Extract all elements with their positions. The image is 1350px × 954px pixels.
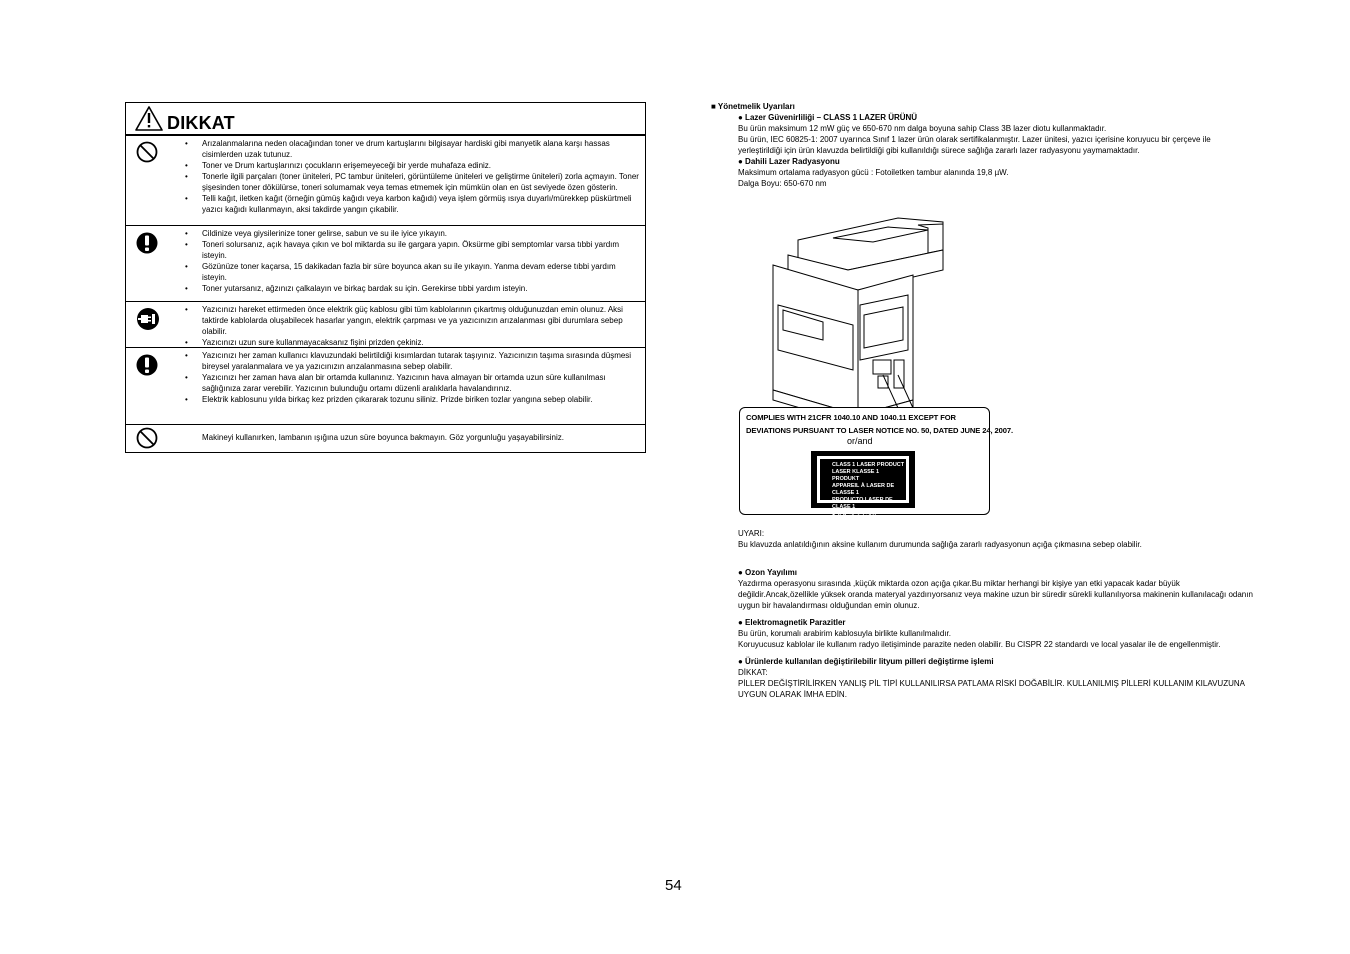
ozone-text: Yazdırma operasyonu sırasında ,küçük miktarda ozon açığa çıkar.Bu miktar herhangi bir kişiye yan etki yapacak kadar büyük değildir.Ancak,özellikle yüksek oranda materyal yazdırıyorsanız veya makine uzun bir süredir sürekli kullanılıyorsa makinenin kullanılacağı odanın uygun bir havalandırması olduğundan emin olunuz. [738, 579, 1253, 610]
mandatory-icon [136, 353, 158, 377]
warning-block [738, 528, 1258, 550]
caution-table [125, 102, 646, 453]
laser-label-box [739, 407, 1014, 517]
caution-item: • Toneri solursanız, açık havaya çıkın ve bol miktarda su ile gargara yapın. Öksürme gibi semptomlar varsa tıbbi yardım isteyin. [170, 239, 639, 261]
unplug-icon [136, 307, 160, 331]
caution-item: Makineyi kullanırken, lambanın ışığına uzun süre boyunca bakmayın. Göz yorgunluğu yaşayabilirsiniz. [202, 433, 564, 442]
laser-safety-text-2: Bu ürün, IEC 60825-1: 2007 uyarınca Sınıf 1 lazer ürün olarak sertifikalanmıştır. Lazer ünitesi, yazıcı içerisine koruyucu bir çerçeve ile yerleştirildiği için ürün klavuzda belirtildiği gibi kullanıldığı sürece sağlığa zararlı lazer radyasyonu yaymamaktadır. [738, 135, 1211, 155]
label-line-1: COMPLIES WITH 21CFR 1040.10 AND 1040.11 EXCEPT FOR [746, 413, 956, 422]
caution-row-3 [126, 301, 645, 347]
caution-row-2 [126, 225, 645, 301]
battery-title: ● Ürünlerde kullanılan değiştirilebilir lityum pilleri değiştirme işlemi [738, 657, 994, 666]
emi-text-2: Koruyucusuz kablolar ile kullanım radyo iletişiminde parazite neden olabilir. Bu CISPR 22 standardı ve local yasalar ile de engellenmiştir. [738, 640, 1221, 649]
caution-row-5 [126, 424, 645, 452]
caution-item: • Cildinize veya giysilerinize toner gelirse, sabun ve su ile iyice yıkayın. [170, 228, 639, 239]
caution-header [126, 103, 645, 135]
caution-item: • Telli kağıt, iletken kağıt (örneğin gümüş kağıdı veya karbon kağıdı) veya işlem görmüş ısıya duyarlı/mürekkep püskürtmeli yazıcı kağıdı kullanmayın, aksi takdirde yangın çıkabilir. [170, 193, 639, 215]
class-label-line: LASER KLASSE 1 PRODUKT [832, 469, 880, 482]
internal-radiation-text-2: Dalga Boyu: 650-670 nm [738, 179, 827, 188]
caution-row-4 [126, 347, 645, 424]
page-number: 54 [665, 877, 682, 894]
caution-item: • Yazıcınızı her zaman kullanıcı klavuzundaki belirtildiği kısımlardan tutarak taşıyınız. Yazıcınızın taşıma sırasında düşmesi bireysel yaralanmalara ve ya yazıcınızın arızalanmasına sebep olabilir. [170, 350, 639, 372]
caution-item: • Yazıcınızı uzun sure kullanmayacaksanız fişini prizden çekiniz. [170, 337, 639, 348]
caution-title: DIKKAT [167, 113, 235, 133]
internal-radiation-title: ● Dahili Lazer Radyasyonu [738, 157, 840, 166]
class-label-line: PRODUCTO LASER DE CLASE 1 [832, 497, 893, 510]
caution-item: • Elektrik kablosunu yılda birkaç kez prizden çıkararak tozunu siliniz. Prizde biriken tozlar yangına sebep olabilir. [170, 394, 639, 405]
caution-item: • Tonerle ilgili parçaları (toner üniteleri, PC tambur üniteleri, görüntüleme üniteleri ve geliştirme üniteleri) zorla açmayın. Toner şişesinden toner dökülürse, toneri solumamak veya temas etmemek için mümkün olan en üst seviyede özen gösterin. [170, 171, 639, 193]
caution-item: • Toner ve Drum kartuşlarınızı çocukların erişemeyeceği bir yerde muhafaza ediniz. [170, 160, 639, 171]
internal-radiation-text-1: Maksimum ortalama radyasyon gücü : Fotoiletken tambur alanında 19,8 µW. [738, 168, 1009, 177]
section-heading: ■ Yönetmelik Uyarıları [711, 102, 795, 111]
caution-item: • Toner yutarsanız, ağzınızı çalkalayın ve birkaç bardak su için. Gerekirse tıbbi yardım isteyin. [170, 283, 639, 294]
caution-row-1 [126, 135, 645, 225]
emi-text-1: Bu ürün, korumalı arabirim kablosuyla birlikte kullanılmalıdır. [738, 629, 951, 638]
mandatory-icon [136, 231, 158, 255]
caution-item: • Arızalanmalarına neden olacağından toner ve drum kartuşlarını bilgisayar hardiski gibi manyetik alana karşı hassas cisimlerden uzak tutunuz. [170, 138, 639, 160]
class1-laser-label [811, 451, 915, 517]
regulatory-section [711, 101, 1251, 189]
battery-caution: DİKKAT: [738, 668, 768, 677]
battery-text: PİLLER DEĞİŞTİRİLİRKEN YANLIŞ PİL TİPİ KULLANILIRSA PATLAMA RİSKİ DOĞABİLİR. KULLANILMIŞ PİLLERİ KULLANIM KILAVUZUNA UYGUN OLARAK İMHA EDİN. [738, 679, 1245, 699]
label-line-2: DEVIATIONS PURSUANT TO LASER NOTICE NO. 50, DATED JUNE 24, 2007. [746, 426, 1014, 435]
caution-item: • Yazıcınızı hareket ettirmeden önce elektrik güç kablosu gibi tüm kablolarının çıkartmış olduğunuzdan emin olunuz. Aksi taktirde kablolarda oluşabilecek hasarlar yangın, elektrik çarpması ve ya yazıcınızın arızalanması gibi durumlara sebep olabilir. [170, 304, 639, 337]
warning-text: Bu klavuzda anlatıldığının aksine kullanım durumunda sağlığa zararlı radyasyonun açığa çıkmasına sebep olabilir. [738, 540, 1142, 549]
prohibition-icon [136, 427, 158, 449]
prohibition-icon [136, 141, 158, 163]
class-label-line: APPAREIL À LASER DE CLASSE 1 [832, 483, 895, 496]
laser-safety-text-1: Bu ürün maksimum 12 mW güç ve 650-670 nm dalga boyuna sahip Class 3B lazer diotu kullanmaktadır. [738, 124, 1107, 133]
laser-safety-title: ● Lazer Güvenirliliği – CLASS 1 LAZER ÜRÜNÜ [738, 113, 918, 122]
class-label-line: CLASS 1 LASER PRODUCT [832, 462, 905, 468]
caution-item: • Gözünüze toner kaçarsa, 15 dakikadan fazla bir süre boyunca akan su ile yıkayın. Yanma devam ederse tıbbi yardım isteyin. [170, 261, 639, 283]
class-label-line: 1 등급 레이저 제품 [832, 511, 877, 517]
ozone-title: ● Ozon Yayılımı [738, 568, 797, 577]
label-or-and: or/and [847, 436, 873, 446]
warning-triangle-icon [134, 105, 164, 132]
caution-item: • Yazıcınızı her zaman hava alan bir ortamda kullanınız. Yazıcının hava almayan bir ortamda uzun süre kullanılması sağlığınıza zarar verebilir. Yazıcının bulunduğu ortamı düzenli aralıklarla havalandırınız. [170, 372, 639, 394]
warning-title: UYARI: [738, 529, 765, 538]
lower-sections [738, 567, 1253, 706]
emi-title: ● Elektromagnetik Parazitler [738, 618, 846, 627]
